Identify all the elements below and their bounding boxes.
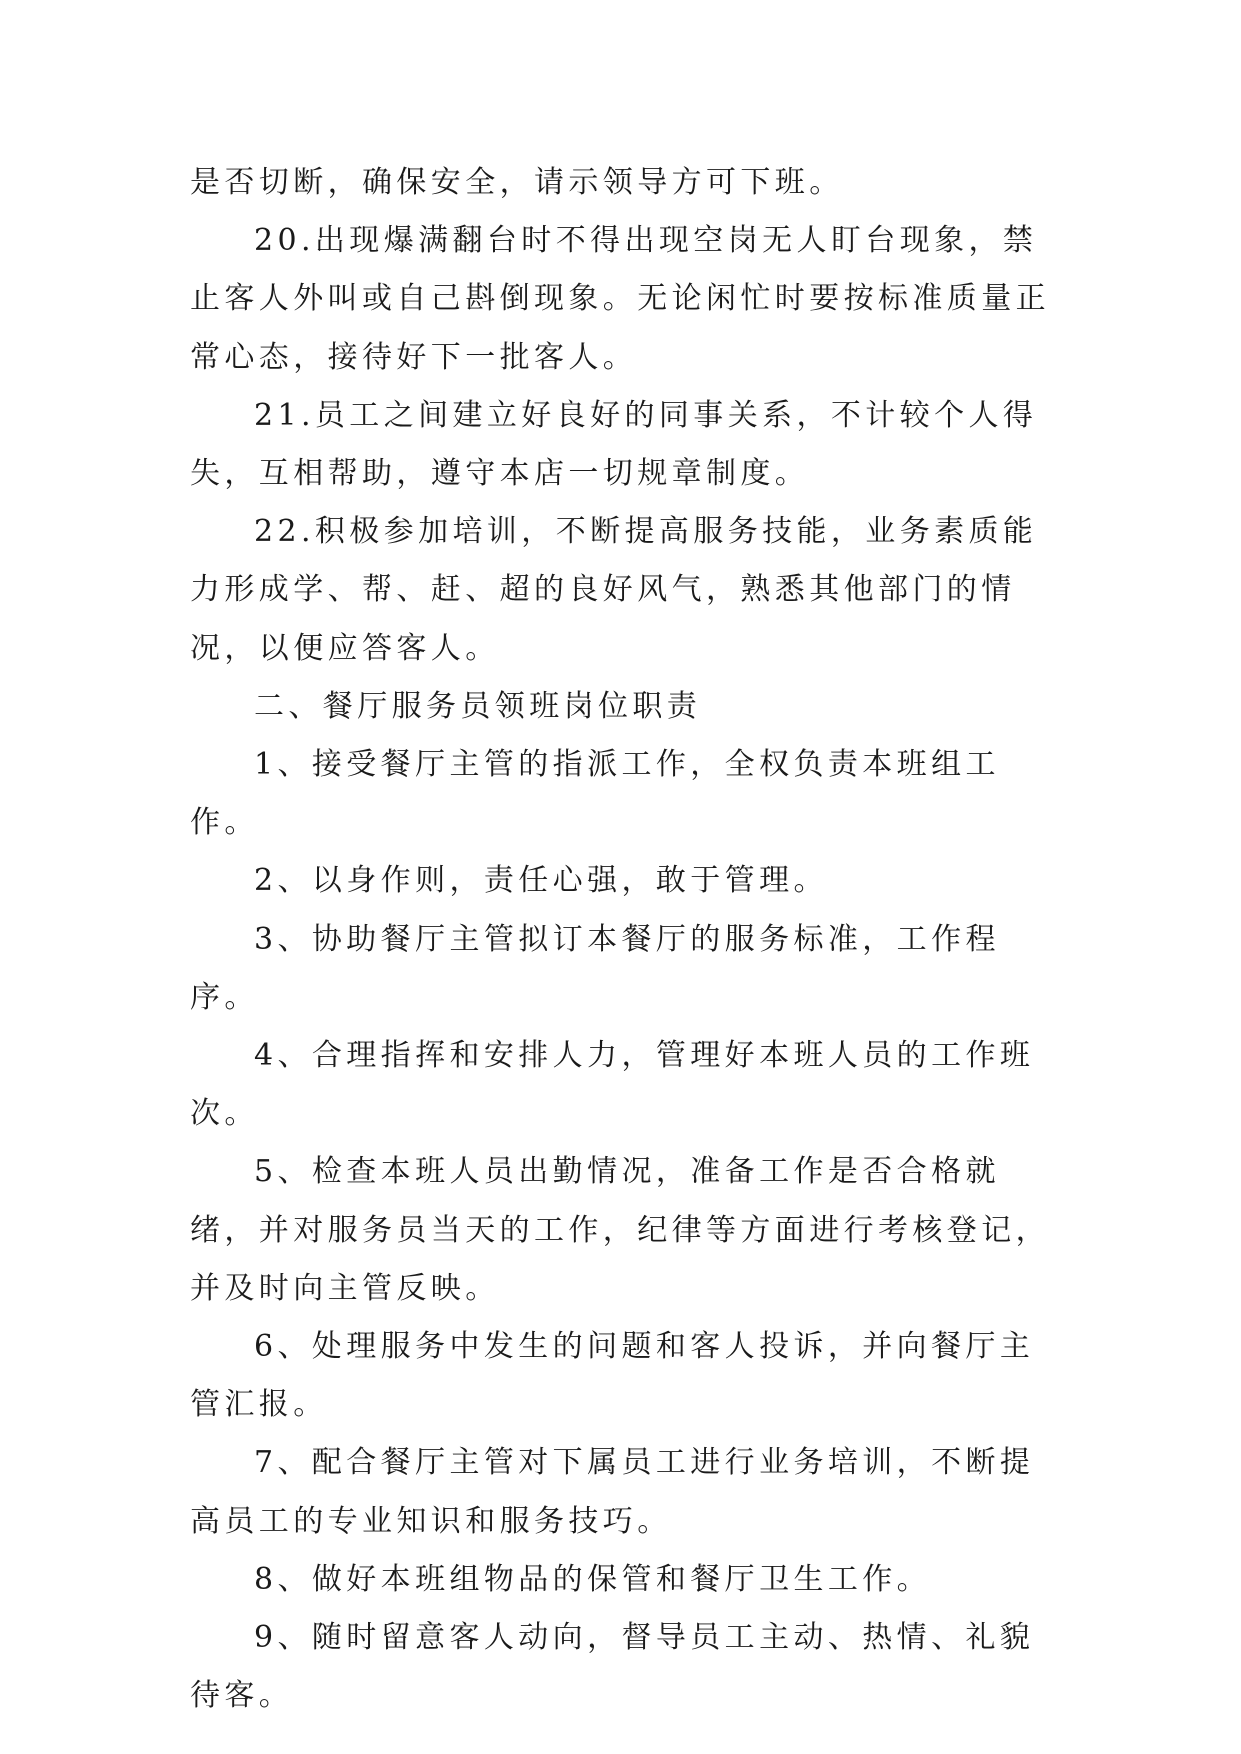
section-heading: 二、餐厅服务员领班岗位职责	[254, 688, 702, 724]
paragraph-continuation: 是否切断，确保安全，请示领导方可下班。	[190, 165, 844, 200]
paragraph-duty-9: 9、随时留意客人动向，督导员工主动、热情、礼貌待客。	[190, 1620, 1035, 1714]
paragraph-duty-4: 4、合理指挥和安排人力，管理好本班人员的工作班次。	[190, 1038, 1035, 1132]
paragraph-duty-8: 8、做好本班组物品的保管和餐厅卫生工作。	[254, 1561, 932, 1597]
paragraph-duty-5: 5、检查本班人员出勤情况，准备工作是否合格就绪，并对服务员当天的工作，纪律等方面进行考核登记，并及时向主管反映。	[190, 1154, 1050, 1306]
document-body	[190, 154, 1056, 1725]
paragraph-duty-6: 6、处理服务中发生的问题和客人投诉，并向餐厅主管汇报。	[190, 1329, 1035, 1423]
paragraph-duty-3: 3、协助餐厅主管拟订本餐厅的服务标准，工作程序。	[190, 921, 1000, 1015]
paragraph-item-21: 21.员工之间建立好良好的同事关系，不计较个人得失，互相帮助，遵守本店一切规章制度。	[190, 397, 1038, 492]
paragraph-item-22: 22.积极参加培训，不断提高服务技能，业务素质能力形成学、帮、赶、超的良好风气，熟悉其他部门的情况，以便应答客人。	[190, 514, 1038, 666]
paragraph-item-20: 20.出现爆满翻台时不得出现空岗无人盯台现象，禁止客人外叫或自己斟倒现象。无论闲忙时要按标准质量正常心态，接待好下一批客人。	[190, 223, 1050, 375]
paragraph-duty-1: 1、接受餐厅主管的指派工作，全权负责本班组工作。	[190, 747, 1000, 841]
paragraph-duty-7: 7、配合餐厅主管对下属员工进行业务培训，不断提高员工的专业知识和服务技巧。	[190, 1445, 1035, 1539]
paragraph-duty-2: 2、以身作则，责任心强，敢于管理。	[254, 863, 828, 899]
